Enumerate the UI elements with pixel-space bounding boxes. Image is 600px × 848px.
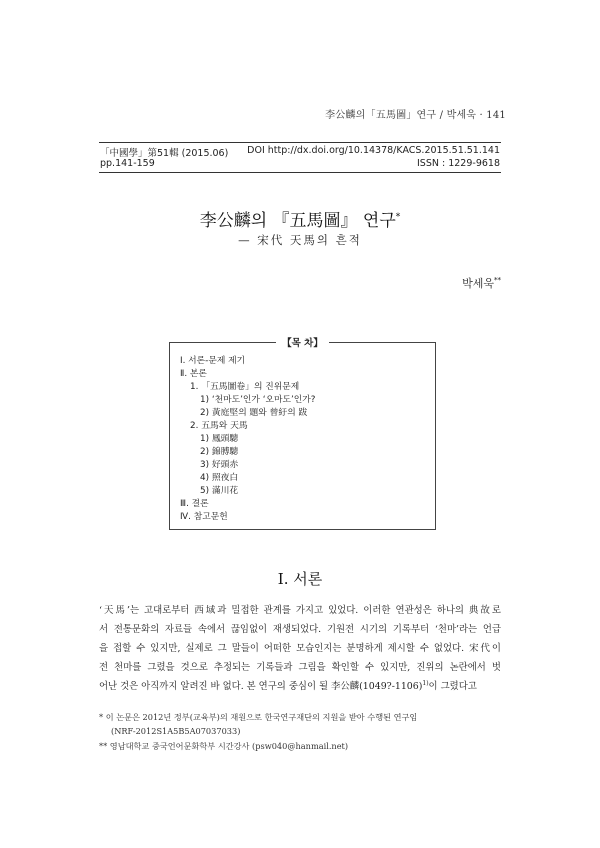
author-name: 박세욱 — [462, 277, 494, 290]
paper-title-text: 李公麟의 『五馬圖』 연구 — [199, 211, 396, 231]
footnote-funding: * 이 논문은 2012년 정부(교육부)의 재원으로 한국연구재단의 지원을 받아 수행된 연구임 — [99, 712, 418, 722]
paper-subtitle: — 宋代 天馬의 흔적 — [238, 233, 362, 247]
toc-item: Ⅲ. 결론 — [180, 499, 209, 509]
toc-item: Ⅳ. 참고문헌 — [180, 512, 228, 522]
issn: ISSN : 1229-9618 — [417, 158, 500, 169]
doi-link[interactable]: DOI http://dx.doi.org/10.14378/KACS.2015.51.51.141 — [247, 145, 500, 156]
toc-item: 2. 五馬와 天馬 — [190, 421, 248, 431]
footnote-grant-number: (NRF-2012S1A5B5A07037033) — [111, 726, 241, 736]
running-head: 李公麟의「五馬圖」연구 / 박세욱 · 141 — [325, 110, 506, 121]
section-heading: Ⅰ. 서론 — [277, 570, 323, 588]
toc-item: 1) 鳳頭驄 — [200, 434, 239, 444]
page-range: pp.141-159 — [100, 158, 155, 169]
toc-item: 5) 滿川花 — [200, 486, 239, 496]
toc-item: 1. 「五馬圖卷」의 진위문제 — [190, 382, 300, 392]
toc-item: 3) 好頭赤 — [200, 460, 239, 470]
toc-item: 2) 黃庭堅의 題와 曾紆의 跋 — [200, 408, 308, 418]
toc-item: Ⅱ. 본론 — [180, 369, 207, 379]
toc-title: 【목 차】 — [170, 335, 435, 349]
author — [462, 275, 501, 291]
body-line-text: 어난 것은 아직까지 알려진 바 없다. 본 연구의 중심이 될 李公麟(1049?-1106) — [99, 681, 423, 692]
body-line — [99, 678, 501, 692]
title-footnote-mark: * — [395, 212, 401, 223]
toc-item: Ⅰ. 서론-문제 제기 — [180, 356, 246, 366]
footnote-author-affiliation: ** 영남대학교 중국언어문화학부 시간강사 (psw040@hanmail.net) — [99, 741, 349, 751]
paper-title — [0, 206, 600, 231]
body-line: ‘天馬’는 고대로부터 西域과 밀접한 관계를 가지고 있었다. 이러한 연관성은 하나의 典故로 — [99, 605, 501, 616]
toc-item: 4) 照夜白 — [200, 473, 239, 483]
journal-info: 「中國學」第51輯 (2015.06) — [100, 148, 229, 159]
toc-item: 1) ‘천마도’인가 ‘오마도’인가? — [200, 395, 316, 405]
meta-top-rule — [99, 142, 501, 143]
body-line: 을 접할 수 있지만, 실제로 그 말들이 어떠한 모습인지는 분명하게 제시할 수 없었다. 宋代이 — [99, 643, 501, 654]
body-footnote-ref: 1) — [422, 679, 429, 687]
author-footnote-mark: ** — [494, 276, 501, 285]
table-of-contents — [169, 338, 436, 530]
meta-bottom-rule — [99, 172, 501, 173]
body-line: 서 전통문화의 자료들 속에서 끊임없이 재생되었다. 기원전 시기의 기록부터 ‘천마’라는 언급 — [99, 624, 501, 635]
body-line-text: 이 그렸다고 — [428, 681, 477, 692]
toc-item: 2) 錦膊驄 — [200, 447, 239, 457]
body-line: 전 천마를 그렸을 것으로 추정되는 기록들과 그림을 확인할 수 있지만, 진위의 논란에서 벗 — [99, 662, 501, 673]
